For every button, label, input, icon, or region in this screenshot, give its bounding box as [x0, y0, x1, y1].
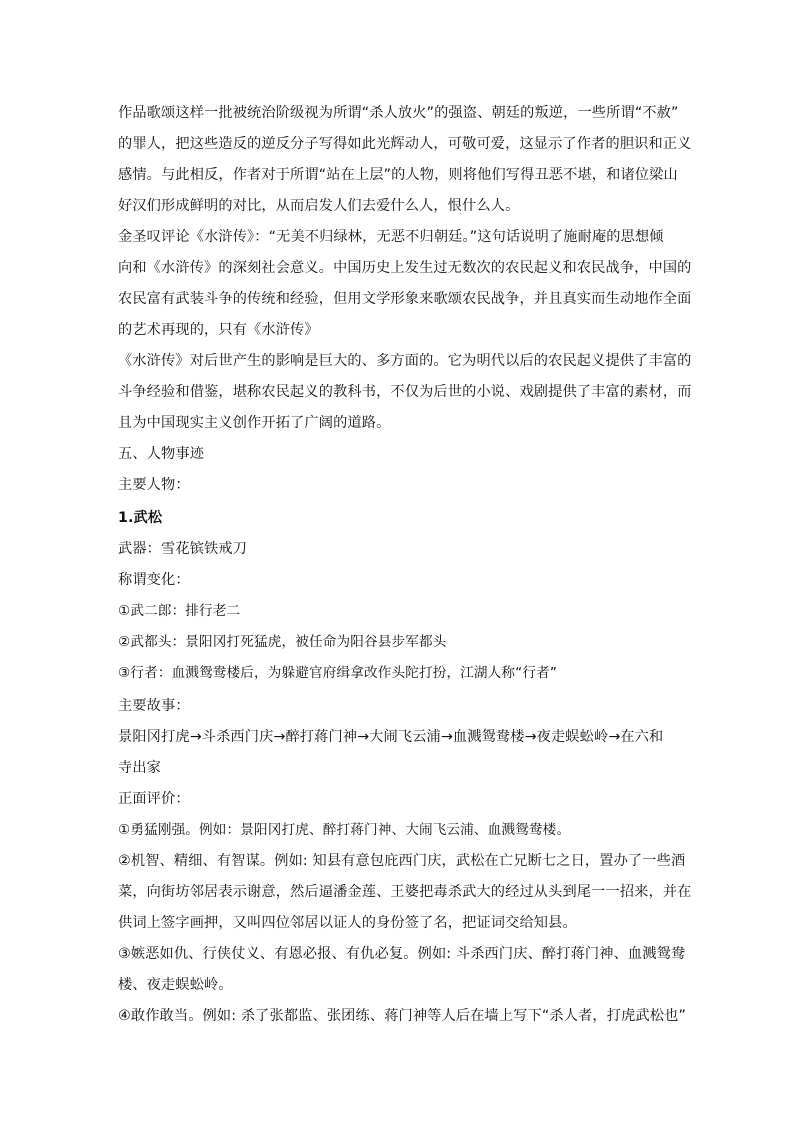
- character-heading: 1.武松: [118, 510, 163, 526]
- paragraph-line: 向和《水浒传》的深刻社会意义。中国历史上发生过无数次的农民起义和农民战争，中国的: [118, 260, 692, 276]
- paragraph-line: 的艺术再现的，只有《水浒传》: [118, 322, 319, 338]
- paragraph-line: 感情。与此相反，作者对于所谓“站在上层”的人物，则将他们写得丑恶不堪，和诸位梁山: [118, 167, 678, 183]
- section-heading: 五、人物事迹: [118, 446, 205, 462]
- story-sequence-line: 寺出家: [118, 760, 162, 776]
- list-item: ①武二郎：排行老二: [118, 603, 241, 619]
- list-item: ①勇猛刚强。例如：景阳冈打虎、醉打蒋门神、大闹飞云浦、血溅鸳鸯楼。: [118, 822, 571, 838]
- paragraph-line: 农民富有武装斗争的传统和经验，但用文学形象来歌颂农民战争，并且真实而生动地作全面: [118, 291, 692, 307]
- list-item: ②机智、精细、有智谋。例如: 知县有意包庇西门庆，武松在亡兄断七之日，置办了一些酒: [118, 853, 686, 869]
- paragraph-line: 《水浒传》对后世产生的影响是巨大的、多方面的。它为明代以后的农民起义提供了丰富的: [118, 353, 692, 369]
- list-item-continuation: 楼、夜走蜈蚣岭。: [118, 977, 233, 993]
- main-stories-label: 主要故事：: [118, 698, 190, 714]
- paragraph-line: 斗争经验和借鉴，堪称农民起义的教科书，不仅为后世的小说、戏剧提供了丰富的素材，而: [118, 384, 692, 400]
- paragraph-line: 且为中国现实主义创作开拓了广阔的道路。: [118, 415, 391, 431]
- positive-eval-label: 正面评价：: [118, 791, 190, 807]
- list-item: ③行者：血溅鸳鸯楼后，为躲避官府缉拿改作头陀打扮，江湖人称“行者”: [118, 665, 558, 681]
- list-item-continuation: 供词上签字画押，又叫四位邻居以证人的身份签了名，把证词交给知县。: [118, 915, 577, 931]
- story-sequence-line: 景阳冈打虎→斗杀西门庆→醉打蒋门神→大闹飞云浦→血溅鸳鸯楼→夜走蜈蚣岭→在六和: [118, 729, 664, 745]
- list-item: ③嫉恶如仇、行侠仗义、有恩必报、有仇必复。例如: 斗杀西门庆、醉打蒋门神、血溅鸳鸯: [118, 946, 686, 962]
- paragraph-line: 作品歌颂这样一批被统治阶级视为所谓“杀人放火”的强盗、朝廷的叛逆，一些所谓“不赦”: [118, 105, 679, 121]
- subheading-main-characters: 主要人物：: [118, 477, 190, 493]
- list-item-continuation: 菜，向街坊邻居表示谢意，然后逼潘金莲、王婆把毒杀武大的经过从头到尾一一招来，并在: [118, 884, 692, 900]
- paragraph-line: 好汉们形成鲜明的对比，从而启发人们去爱什么人，恨什么人。: [118, 198, 520, 214]
- list-item: ②武都头：景阳冈打死猛虎，被任命为阳谷县步军都头: [118, 634, 447, 650]
- title-change-label: 称谓变化：: [118, 572, 190, 588]
- list-item: ④敢作敢当。例如: 杀了张都监、张团练、蒋门神等人后在墙上写下“杀人者，打虎武松也”: [118, 1008, 686, 1024]
- paragraph-line: 金圣叹评论《水浒传》：“无美不归绿林，无恶不归朝廷。”这句话说明了施耐庵的思想倾: [118, 229, 664, 245]
- paragraph-line: 的罪人，把这些造反的逆反分子写得如此光辉动人，可敬可爱，这显示了作者的胆识和正义: [118, 136, 692, 152]
- weapon-line: 武器：雪花镔铁戒刀: [118, 541, 248, 557]
